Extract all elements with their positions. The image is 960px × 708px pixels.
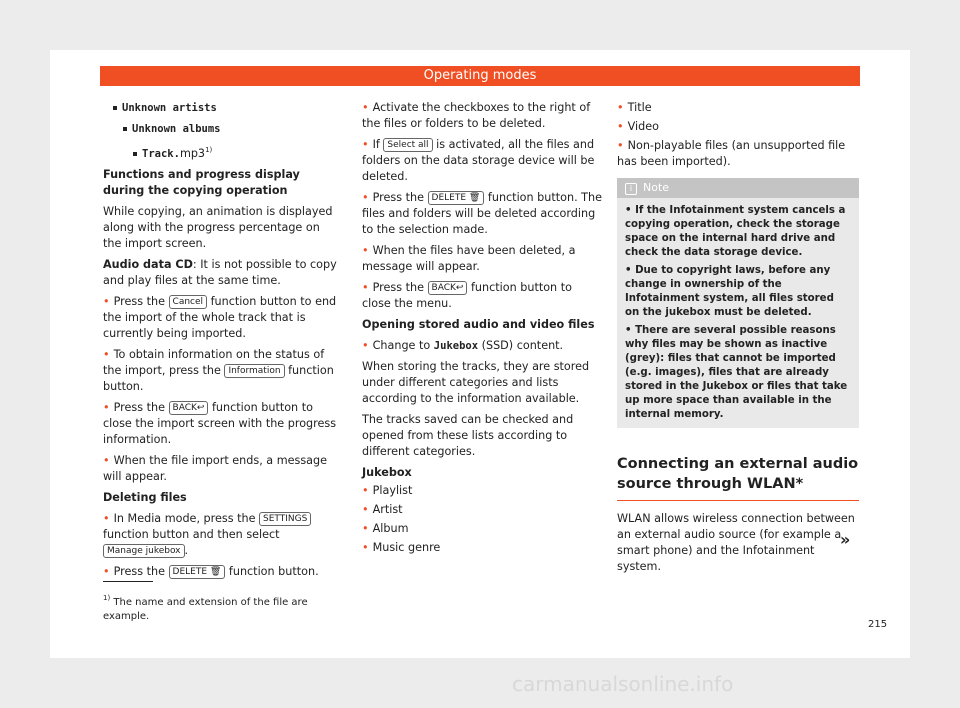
cancel-button: Cancel — [169, 295, 208, 309]
column-middle — [362, 100, 602, 559]
list-item: • Album — [362, 522, 409, 535]
footnote-divider — [103, 581, 153, 582]
tree-level-1: Unknown artists — [103, 100, 341, 116]
list-item: • Music genre — [362, 541, 441, 554]
settings-button: SETTINGS — [259, 512, 311, 526]
continue-chevron-icon: » — [840, 530, 851, 549]
heading-functions: Functions and progress display during the copying operation — [103, 168, 300, 197]
para-audio-cd: Audio data CD: It is not possible to copy and play files at the same time. — [103, 258, 337, 287]
note-body — [617, 198, 859, 428]
note-item: • If the Infotainment system cancels a copying operation, check the storage space on the internal hard drive and check the data storage device. — [625, 205, 846, 258]
trash-icon: 🗑 — [209, 567, 222, 577]
bullet-checkboxes: • Activate the checkboxes to the right of the files or folders to be deleted. — [362, 101, 591, 130]
heading-wlan: Connecting an external audio source through WLAN* — [617, 454, 859, 501]
list-item: • Non-playable files (an unsupported file has been imported). — [617, 139, 846, 168]
bullet-back: • Press the BACK↩ function button to close the import screen with the progress information. — [103, 401, 337, 446]
column-right — [617, 100, 859, 580]
para-wlan: WLAN allows wireless connection between an external audio source (for example a smart phone) and the Infotainment system. — [617, 512, 855, 573]
bullet-delete: • Press the DELETE 🗑 function button. — [103, 565, 319, 578]
column-left — [103, 100, 341, 585]
manage-jukebox-button: Manage jukebox — [103, 544, 185, 558]
bullet-information: • To obtain information on the status of the import, press the Information function button. — [103, 348, 334, 393]
note-item: • There are several possible reasons why files may be shown as inactive (grey): files that cannot be imported (e.g. images), files that are already stored in the Jukebox or files that take up more space than available in the internal memory. — [625, 325, 848, 420]
select-all-button: Select all — [383, 138, 432, 152]
bullet-cancel: • Press the Cancel function button to end the import of the whole track that is currently being imported. — [103, 295, 337, 340]
tree-level-2: Unknown albums — [103, 121, 341, 137]
list-item: • Playlist — [362, 484, 413, 497]
trash-icon: 🗑 — [468, 193, 481, 203]
bullet-deleted-message: • When the files have been deleted, a message will appear. — [362, 244, 576, 273]
back-button: BACK↩ — [169, 401, 209, 415]
bullet-back-2: • Press the BACK↩ function button to close the menu. — [362, 281, 572, 310]
list-item: • Artist — [362, 503, 403, 516]
para-copying: While copying, an animation is displayed along with the progress percentage on the import screen. — [103, 205, 333, 250]
page-number: 215 — [868, 619, 888, 630]
tree-level-3: Track.mp3$^{1)}$ — [103, 142, 341, 162]
heading-jukebox: Jukebox — [362, 466, 412, 479]
para-saved: The tracks saved can be checked and opened from these lists according to different categories. — [362, 413, 574, 458]
list-item: • Video — [617, 120, 659, 133]
para-storing: When storing the tracks, they are stored under different categories and lists according to the information available. — [362, 360, 590, 405]
section-header: Operating modes — [100, 66, 860, 86]
back-button-2: BACK↩ — [428, 281, 468, 295]
delete-button-2: DELETE 🗑 — [428, 191, 485, 205]
heading-deleting: Deleting files — [103, 491, 187, 504]
bullet-jukebox: • Change to Jukebox (SSD) content. — [362, 339, 564, 352]
bullet-delete-2: • Press the DELETE 🗑 function button. The files and folders will be deleted according to the selection made. — [362, 191, 602, 236]
bullet-settings: • In Media mode, press the SETTINGS function button and then select Manage jukebox . — [103, 511, 341, 559]
info-icon: i — [625, 183, 637, 195]
back-arrow-icon: ↩ — [455, 283, 464, 293]
delete-button: DELETE 🗑 — [169, 565, 226, 579]
footnote: $^{1)}$ The name and extension of the file are example. — [103, 594, 308, 622]
heading-opening: Opening stored audio and video files — [362, 318, 595, 331]
bullet-select-all: • If Select all is activated, all the files and folders on the data storage device will be deleted. — [362, 138, 595, 183]
back-arrow-icon: ↩ — [196, 403, 205, 413]
note-box — [617, 178, 859, 428]
watermark: carmanualsonline.info — [512, 672, 734, 696]
note-header: i Note — [617, 178, 859, 198]
note-item: • Due to copyright laws, before any change in ownership of the Infotainment system, all files stored on the jukebox must be deleted. — [625, 265, 834, 318]
bullet-import-end: • When the file import ends, a message will appear. — [103, 454, 328, 483]
information-button: Information — [224, 364, 284, 378]
list-item: • Title — [617, 101, 652, 114]
